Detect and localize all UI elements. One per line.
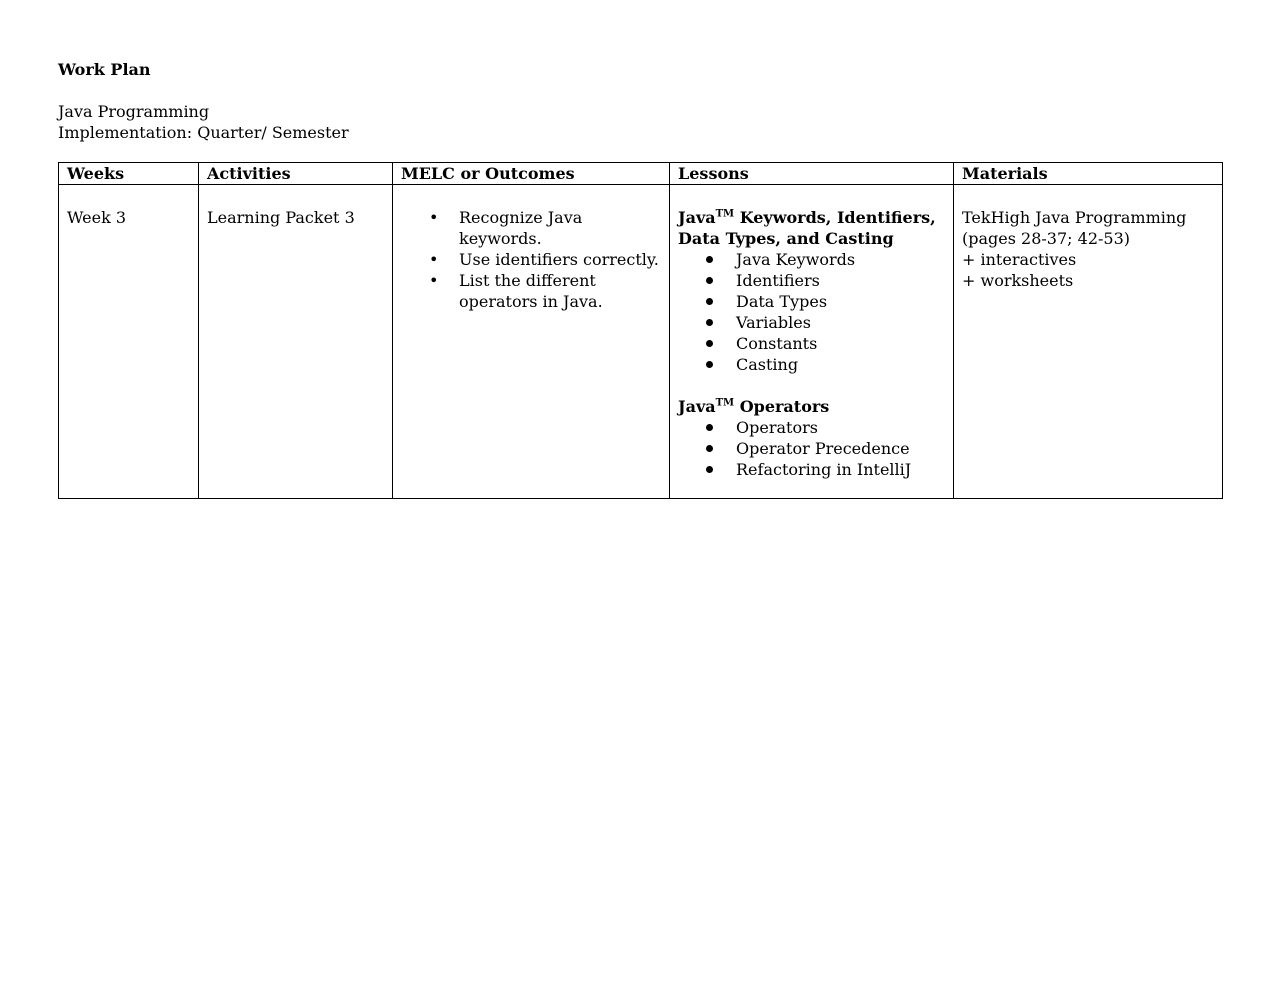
header-outcomes: MELC or Outcomes — [393, 163, 670, 185]
lesson-heading-prefix: Java — [678, 208, 716, 227]
header-activities: Activities — [199, 163, 393, 185]
lesson-item: Refactoring in IntelliJ — [736, 459, 945, 480]
header-weeks: Weeks — [59, 163, 199, 185]
activity-cell: Learning Packet 3 — [199, 185, 393, 499]
outcomes-list — [401, 207, 661, 312]
document-subtitle — [58, 101, 349, 143]
lesson-item: Operators — [736, 417, 945, 438]
lesson-item: Data Types — [736, 291, 945, 312]
trademark-mark: TM — [715, 208, 735, 220]
header-lessons: Lessons — [670, 163, 954, 185]
lesson-heading-text: Operators — [734, 397, 830, 416]
work-plan-table — [58, 162, 1223, 499]
outcome-item: • List the different operators in Java. — [459, 270, 661, 312]
lesson-heading — [678, 396, 945, 417]
lesson-heading — [678, 207, 945, 249]
table-header-row — [59, 163, 1223, 185]
lesson-items-list — [678, 417, 945, 480]
materials-line: TekHigh Java Programming (pages 28-37; 42-53) — [962, 208, 1187, 248]
week-cell: Week 3 — [59, 185, 199, 499]
lesson-item: Variables — [736, 312, 945, 333]
outcome-item: • Use identifiers correctly. — [459, 249, 661, 270]
outcome-item: • Recognize Java keywords. — [459, 207, 661, 249]
document-title: Work Plan — [58, 60, 151, 79]
header-materials: Materials — [954, 163, 1223, 185]
outcomes-cell — [393, 185, 670, 499]
trademark-mark: TM — [715, 397, 735, 409]
lessons-cell — [670, 185, 954, 499]
table-row — [59, 185, 1223, 499]
implementation-line: Implementation: Quarter/ Semester — [58, 123, 349, 142]
lesson-heading-text: Keywords, Identifiers, Data Types, and Casting — [678, 208, 936, 248]
lesson-item: Constants — [736, 333, 945, 354]
materials-line: + interactives — [962, 250, 1077, 269]
lesson-item: Operator Precedence — [736, 438, 945, 459]
lesson-item: Java Keywords — [736, 249, 945, 270]
subject-line: Java Programming — [58, 102, 210, 121]
lesson-item: Identifiers — [736, 270, 945, 291]
materials-cell — [954, 185, 1223, 499]
lesson-item: Casting — [736, 354, 945, 375]
materials-line: + worksheets — [962, 271, 1074, 290]
lesson-heading-prefix: Java — [678, 397, 716, 416]
lesson-items-list — [678, 249, 945, 375]
